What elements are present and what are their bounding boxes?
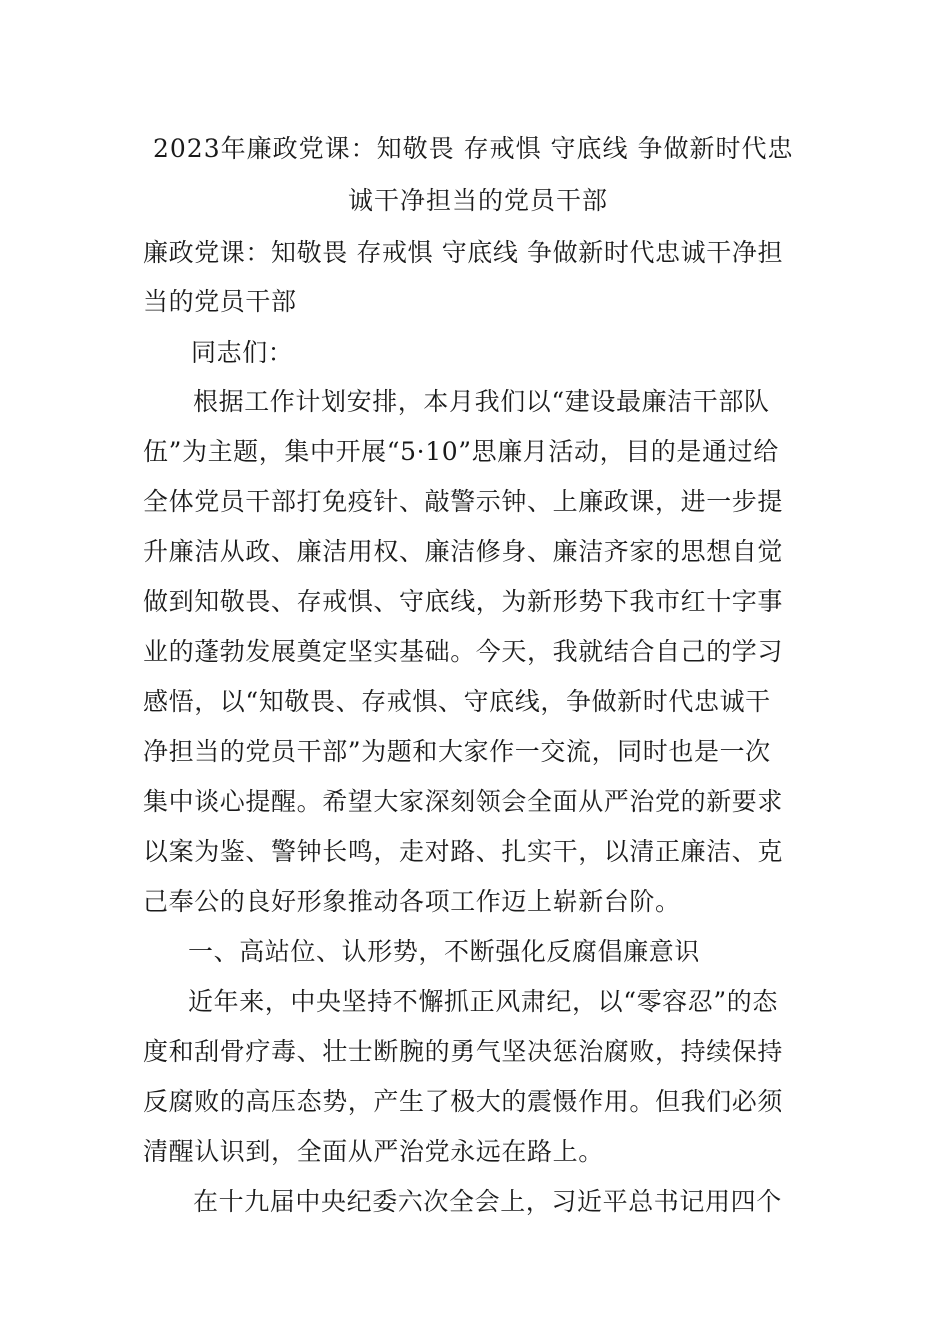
paragraph-2-line: 反腐败的高压态势，产生了极大的震慑作用。但我们必须 xyxy=(143,1087,784,1116)
paragraph-1-line: 伍”为主题，集中开展“5·10”思廉月活动，目的是通过给 xyxy=(143,437,779,466)
paragraph-1-line: 升廉洁从政、廉洁用权、廉洁修身、廉洁齐家的思想自觉 xyxy=(143,537,784,566)
document-title-line-1: 2023年廉政党课：知敬畏 存戒惧 守底线 争做新时代忠 xyxy=(153,134,794,163)
paragraph-2-line: 度和刮骨疗毒、壮士断腕的勇气坚决惩治腐败，持续保持 xyxy=(143,1037,784,1066)
paragraph-1-line: 根据工作计划安排，本月我们以“建设最廉洁干部队 xyxy=(193,387,770,416)
salutation: 同志们： xyxy=(191,338,294,367)
subtitle-line-1: 廉政党课：知敬畏 存戒惧 守底线 争做新时代忠诚干净担 xyxy=(143,238,784,267)
paragraph-1-line: 净担当的党员干部”为题和大家作一交流，同时也是一次 xyxy=(143,737,771,766)
paragraph-2-line: 近年来，中央坚持不懈抓正风肃纪，以“零容忍”的态 xyxy=(188,987,778,1016)
paragraph-1-line: 感悟，以“知敬畏、存戒惧、守底线，争做新时代忠诚干 xyxy=(143,687,771,716)
subtitle-line-2: 当的党员干部 xyxy=(143,287,297,316)
paragraph-2-line: 清醒认识到，全面从严治党永远在路上。 xyxy=(143,1137,604,1166)
section-heading-1: 一、高站位、认形势，不断强化反腐倡廉意识 xyxy=(188,937,701,966)
paragraph-1-line: 己奉公的良好形象推动各项工作迈上崭新台阶。 xyxy=(143,887,681,916)
paragraph-1-line: 以案为鉴、警钟长鸣，走对路、扎实干，以清正廉洁、克 xyxy=(143,837,784,866)
paragraph-1-line: 集中谈心提醒。希望大家深刻领会全面从严治党的新要求 xyxy=(143,787,784,816)
paragraph-1-line: 全体党员干部打免疫针、敲警示钟、上廉政课，进一步提 xyxy=(143,487,784,516)
document-title-line-2: 诚干净担当的党员干部 xyxy=(348,186,609,215)
paragraph-1-line: 做到知敬畏、存戒惧、守底线，为新形势下我市红十字事 xyxy=(143,587,784,616)
paragraph-3-line: 在十九届中央纪委六次全会上，习近平总书记用四个 xyxy=(193,1187,782,1216)
paragraph-1-line: 业的蓬勃发展奠定坚实基础。今天，我就结合自己的学习 xyxy=(143,637,784,666)
